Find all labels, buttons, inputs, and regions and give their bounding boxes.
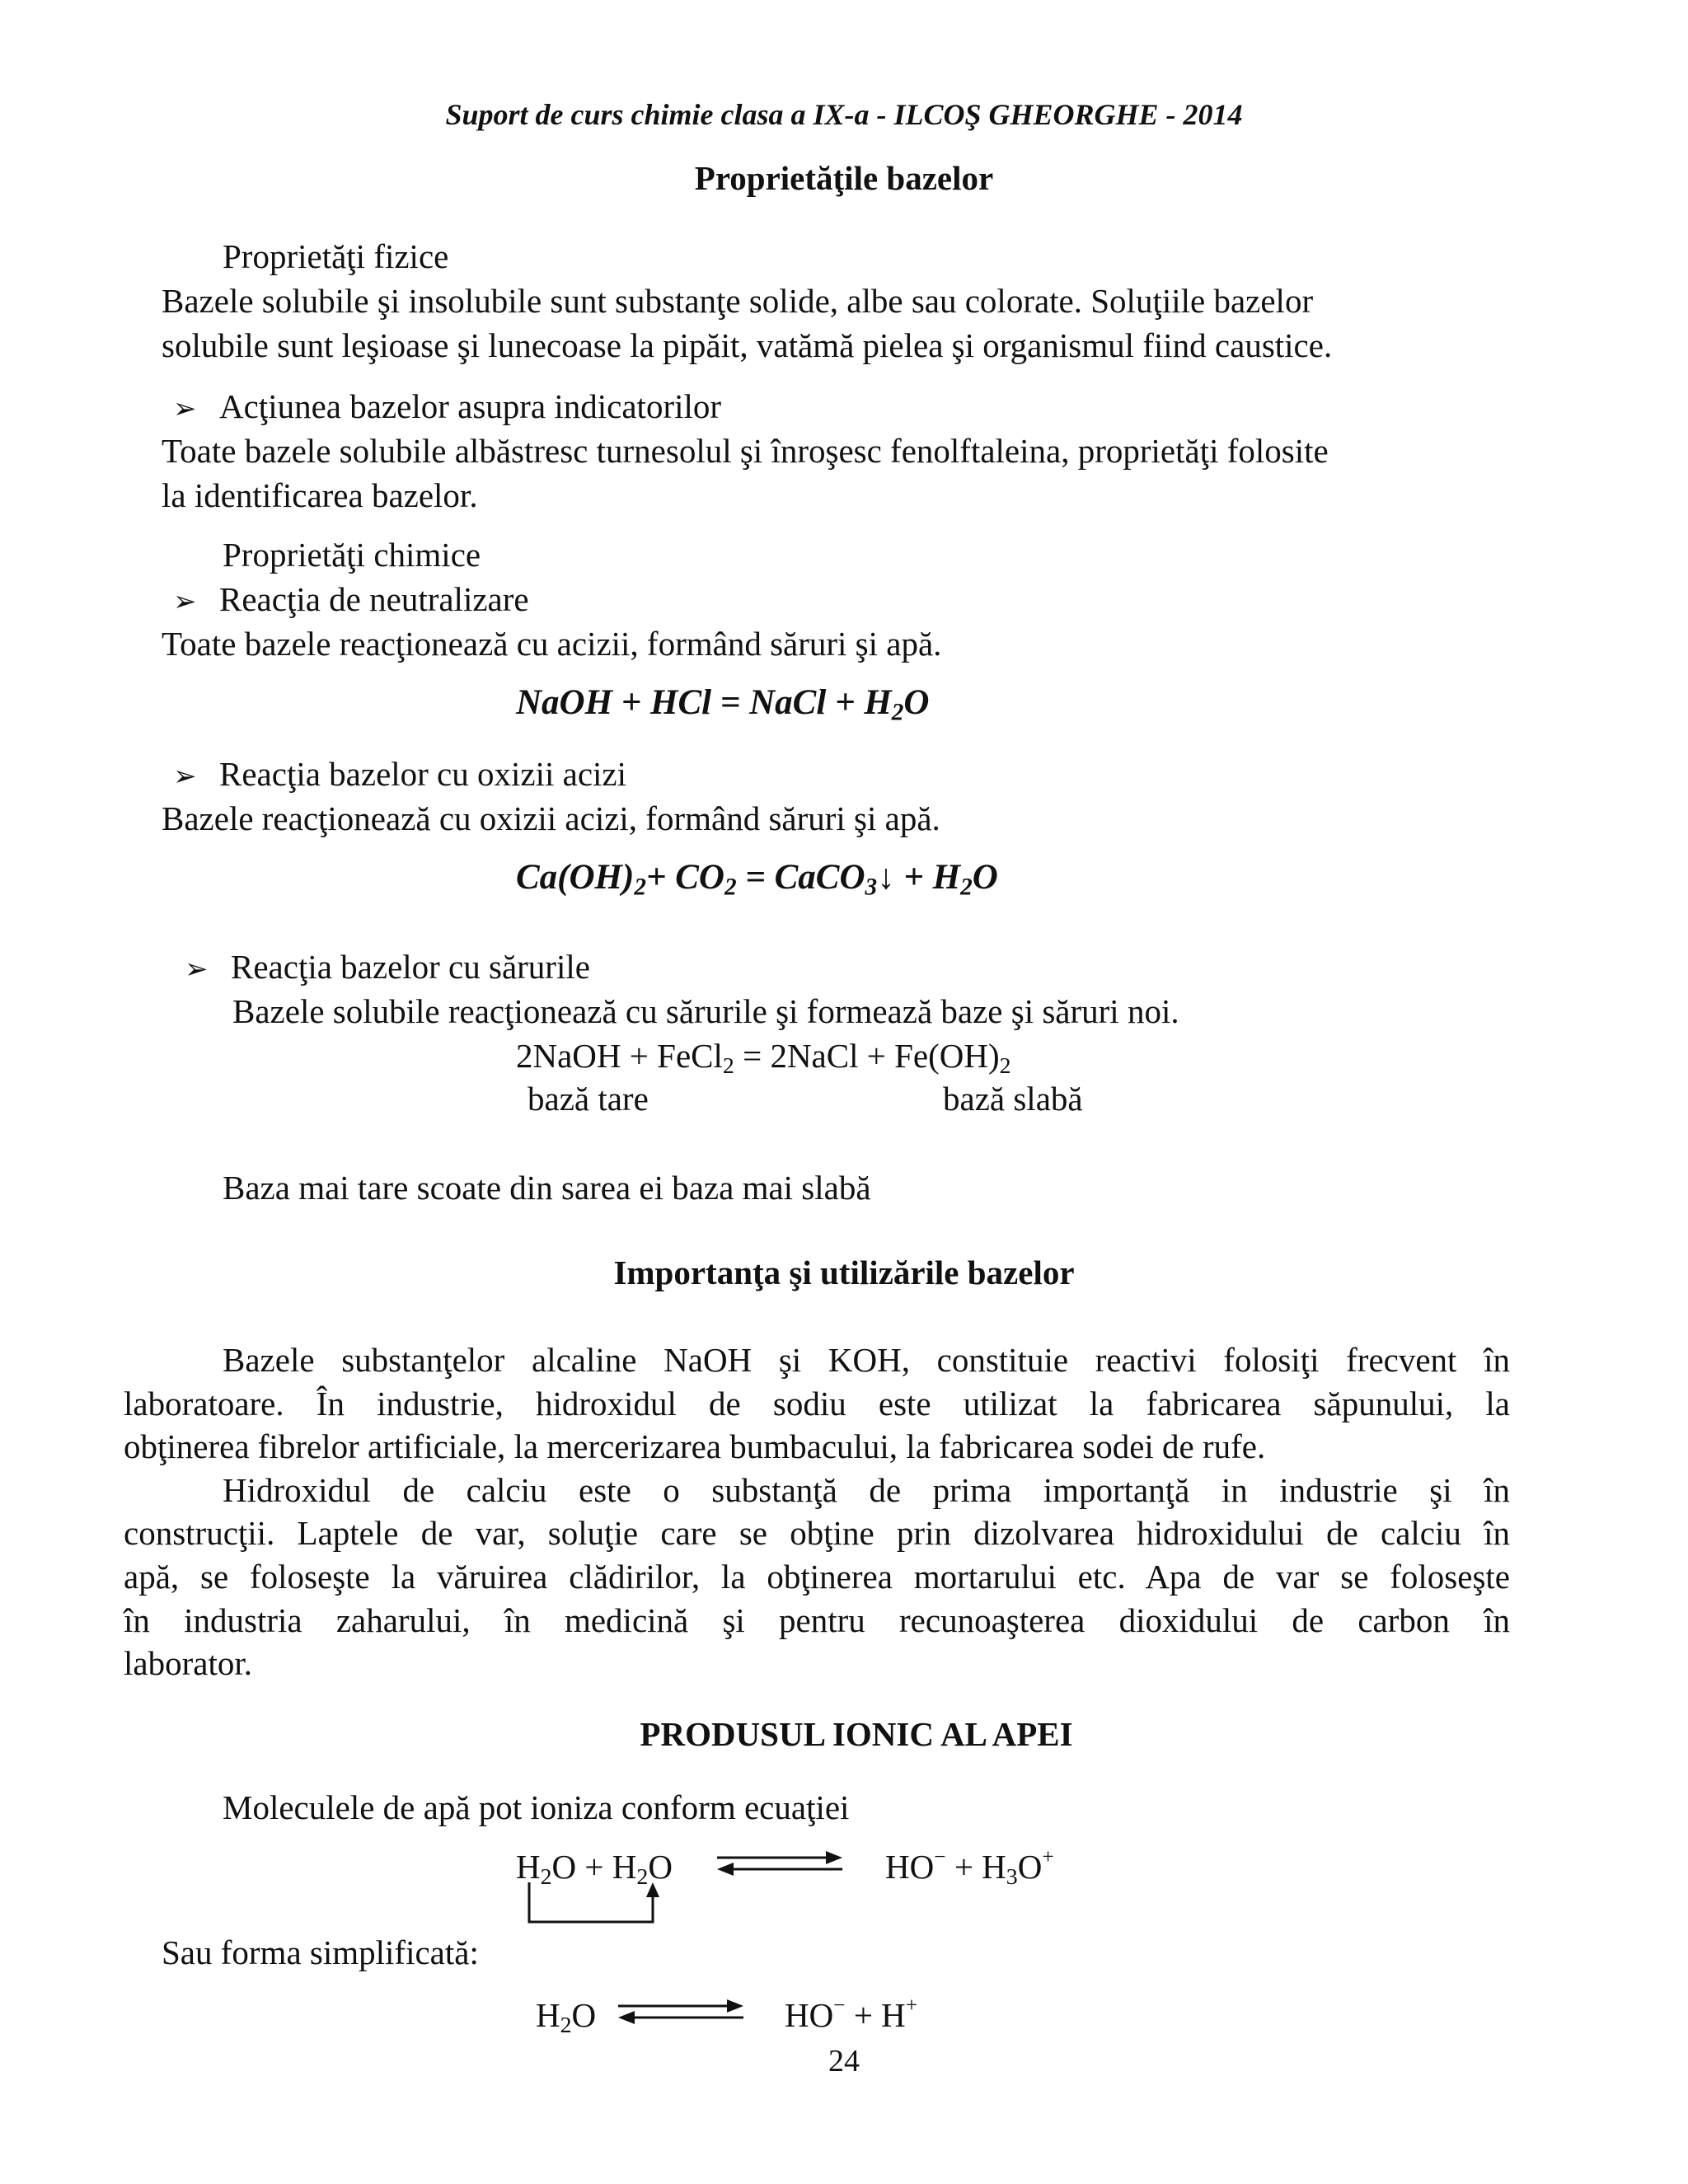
equation-salts: 2NaOH + FeCl$_2$ = 2NaCl + $Fe(OH)_2$: [516, 1037, 1011, 1079]
equation-acid-oxides: $Ca(OH)_2+ CO_2$ = CaCO$_3$↓ + $H_2O$: [516, 858, 998, 901]
bullet-neutralization-label: Reacţia de neutralizare: [219, 580, 529, 618]
equilibrium-arrow-icon: [615, 1991, 747, 2032]
acid-oxides-text: Bazele reacţionează cu oxizii acizi, formând săruri şi apă.: [162, 799, 940, 837]
section-title-importance: Importanţa şi utilizările bazelor: [613, 1254, 1075, 1291]
bullet-acid-oxides-label: Reacţia bazelor cu oxizii acizi: [219, 755, 627, 793]
ionic-intro: Moleculele de apă pot ioniza conform ecuaţiei: [223, 1788, 850, 1826]
paragraph-line: laborator.: [124, 1644, 252, 1683]
arrow-bullet-icon: ➢: [185, 954, 209, 985]
bullet-salts: [185, 944, 590, 992]
paragraph-line: Hidroxidul de calciu este o substanţă de prima importanţă in industrie şi în: [223, 1470, 1510, 1509]
salts-conclusion: Baza mai tare scoate din sarea ei baza mai slabă: [223, 1169, 871, 1207]
bullet-indicators: [173, 384, 721, 432]
equation-simplified-left: $H_2O$: [536, 1996, 597, 2038]
chemical-properties-heading: Proprietăţi chimice: [223, 536, 481, 574]
section-title-ionic-product: PRODUSUL IONIC AL APEI: [640, 1715, 1073, 1753]
indicators-text-line-2: la identificarea bazelor.: [162, 476, 478, 514]
proton-transfer-arrow-icon: [524, 1881, 664, 1927]
equation-neutralization: NaOH + HCl = NaCl + $H_2O$: [516, 683, 930, 726]
paragraph-line: în industria zaharului, în medicină şi pentru recunoaşterea dioxidului de carbon în: [124, 1601, 1510, 1639]
equilibrium-arrow-icon: [714, 1843, 846, 1884]
arrow-bullet-icon: ➢: [173, 587, 197, 617]
bullet-neutralization: [173, 577, 529, 625]
physical-text-line-2: solubile sunt leşioase şi lunecoase la pipăit, vatămă pielea şi organismul fiind caustice.: [162, 326, 1333, 364]
paragraph-line: apă, se foloseşte la văruirea clădirilor, la obţinerea mortarului etc. Apa de var se foloseşte: [124, 1557, 1510, 1596]
salts-text: Bazele solubile reacţionează cu sărurile şi formează baze şi săruri noi.: [232, 992, 1179, 1030]
equation-water-ionization-left: $H_2O + H_2O$: [516, 1848, 673, 1890]
importance-paragraph-1: [124, 1338, 1510, 1685]
physical-text-line-1: Bazele solubile şi insolubile sunt substanţe solide, albe sau colorate. Soluţiile bazelor: [162, 282, 1314, 320]
bullet-acid-oxides: [173, 752, 626, 799]
equation-simplified-right: HO− + H+: [785, 1994, 918, 2034]
paragraph-line: obţinerea fibrelor artificiale, la mercerizarea bumbacului, la fabricarea sodei de rufe.: [124, 1427, 1266, 1466]
bullet-salts-label: Reacţia bazelor cu sărurile: [231, 948, 590, 986]
section-title-properties: Proprietăţile bazelor: [694, 159, 994, 197]
running-header: Suport de curs chimie clasa a IX-a - ILCOŞ GHEORGHE - 2014: [445, 98, 1243, 131]
paragraph-line: construcţii. Laptele de var, soluţie care se obţine prin dizolvarea hidroxidului de calciu în: [124, 1514, 1510, 1553]
paragraph-line: Bazele substanţelor alcaline NaOH şi KOH, constituie reactivi folosiţi frecvent în: [223, 1341, 1510, 1379]
arrow-bullet-icon: ➢: [173, 762, 197, 792]
equation-water-ionization-right: $HO^- + H_3O^+$: [885, 1845, 1054, 1890]
page-number: 24: [828, 2044, 860, 2079]
indicators-text-line-1: Toate bazele solubile albăstresc turnesolul şi înroşesc fenolftaleina, proprietăţi folosite: [162, 432, 1329, 470]
bullet-indicators-label: Acţiunea bazelor asupra indicatorilor: [219, 387, 722, 425]
physical-properties-heading: Proprietăţi fizice: [223, 237, 449, 275]
arrow-bullet-icon: ➢: [173, 394, 197, 424]
paragraph-line: laboratoare. În industrie, hidroxidul de sodiu este utilizat la fabricarea săpunului, la: [124, 1384, 1510, 1422]
label-strong-base: bază tare: [528, 1080, 649, 1118]
neutralization-text: Toate bazele reacţionează cu acizii, formând săruri şi apă.: [162, 625, 942, 663]
label-weak-base: bază slabă: [943, 1080, 1083, 1118]
simplified-form-label: Sau forma simplificată:: [162, 1933, 479, 1971]
